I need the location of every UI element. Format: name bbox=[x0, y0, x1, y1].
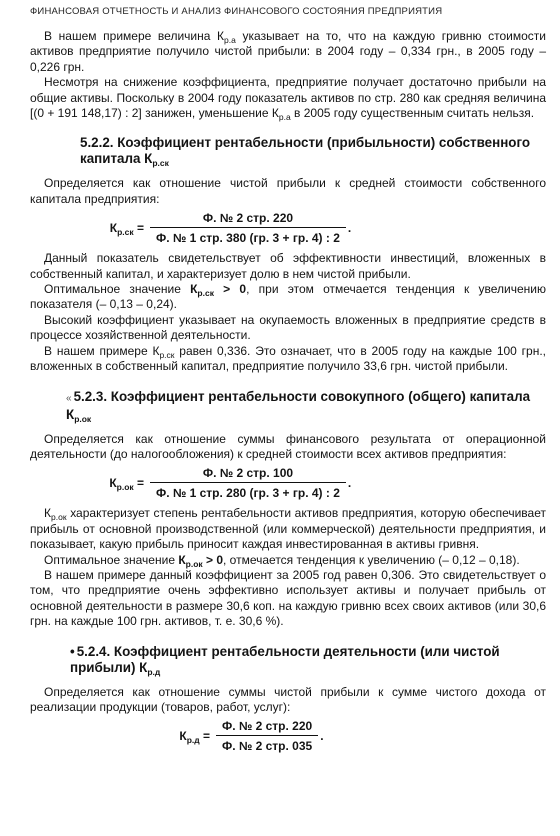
subscript: р.ок bbox=[74, 413, 92, 424]
heading-text: 5.2.2. Коэффициент рентабельности (прибыльности) собственного капитала К bbox=[80, 135, 531, 167]
subscript: р.а bbox=[224, 35, 236, 45]
text: , отмечается тенденция к увеличению (– 0,12 – 0,18). bbox=[223, 552, 520, 567]
numerator: Ф. № 2 стр. 220 bbox=[222, 719, 313, 734]
section-heading-5-2-4 bbox=[70, 644, 546, 676]
body-paragraph bbox=[30, 506, 546, 552]
subscript: р.ск bbox=[117, 227, 134, 238]
subscript: р.ок bbox=[116, 482, 134, 493]
formula-return-on-sales bbox=[100, 719, 546, 753]
subscript: р.ск bbox=[197, 288, 214, 299]
body-paragraph: Данный показатель свидетельствует об эффективности инвестиций, вложенных в собственный капитал, и характеризует долю в нем чистой прибыли. bbox=[30, 251, 546, 281]
bold-inequality: > 0 bbox=[202, 552, 224, 567]
text: В нашем примере величина К bbox=[44, 29, 225, 43]
subscript: р.д bbox=[147, 666, 161, 677]
formula-lhs bbox=[30, 221, 150, 238]
subscript: р.ок bbox=[185, 558, 203, 569]
formula-lhs bbox=[30, 476, 150, 493]
numerator: Ф. № 2 стр. 100 bbox=[202, 466, 294, 481]
body-paragraph-example bbox=[30, 344, 546, 375]
fraction bbox=[150, 211, 346, 245]
formula-return-on-equity bbox=[30, 211, 546, 245]
text: К bbox=[109, 476, 117, 491]
section-heading-5-2-3 bbox=[66, 389, 546, 423]
fraction bbox=[150, 466, 346, 500]
bold-inequality: > 0 bbox=[213, 282, 247, 297]
denominator: Ф. № 1 стр. 380 (гр. 3 + гр. 4) : 2 bbox=[156, 231, 340, 246]
bullet-mark-icon: • bbox=[70, 643, 75, 659]
definition-paragraph: Определяется как отношение суммы финансового результата от операционной деятельности (до налогообложения) к средней стоимости всех активов предприятия: bbox=[30, 431, 546, 461]
margin-mark-icon: « bbox=[66, 392, 72, 404]
text: характеризует степень рентабельности активов предприятия, которую обеспечивает прибыль от основной производственной (или коммерческой) деятельности предприятия, и показывает, какую прибыль приносит каждая инвестированная в активы гривня. bbox=[30, 506, 546, 552]
formula-lhs bbox=[100, 729, 216, 746]
denominator: Ф. № 2 стр. 035 bbox=[222, 739, 313, 754]
period: . bbox=[347, 476, 352, 491]
period: . bbox=[347, 221, 352, 236]
text: Несмотря на снижение коэффициента, предприятие получает достаточно прибыли на общие активы. Поскольку в 2004 году показатель активов по стр. 280 как средняя величина [(0 + 191 148,17) : 2] занижен, уменьшение К bbox=[30, 75, 546, 121]
period: . bbox=[320, 729, 324, 744]
numerator: Ф. № 2 стр. 220 bbox=[202, 211, 294, 226]
text: равен 0,336. Это означает, что в 2005 году на каждые 100 грн., вложенных в собственный капитал, предприятие получило 33,6 грн. чистой прибыли. bbox=[30, 343, 547, 374]
subscript: р.ск bbox=[152, 158, 169, 169]
running-header: ФИНАНСОВАЯ ОТЧЕТНОСТЬ И АНАЛИЗ ФИНАНСОВОГО СОСТОЯНИЯ ПРЕДПРИЯТИЯ bbox=[30, 6, 443, 17]
equals-sign: = bbox=[133, 221, 144, 236]
definition-paragraph: Определяется как отношение чистой прибыли к средней стоимости собственного капитала предприятия: bbox=[30, 176, 546, 206]
equals-sign: = bbox=[133, 476, 144, 491]
text: , при этом отмечается тенденция к увеличению показателя (– 0,13 – 0,24). bbox=[30, 282, 546, 312]
subscript: р.ск bbox=[159, 349, 175, 360]
text: К bbox=[179, 729, 187, 744]
equals-sign: = bbox=[199, 729, 210, 744]
bold-symbol: К bbox=[190, 282, 198, 297]
text: Оптимальное значение bbox=[44, 282, 191, 297]
text: в 2005 году существенным считать нельзя. bbox=[290, 106, 535, 121]
subscript: р.а bbox=[278, 112, 291, 123]
text: Оптимальное значение bbox=[44, 552, 179, 567]
definition-paragraph: Определяется как отношение суммы чистой прибыли к сумме чистого дохода от реализации продукции (товаров, работ, услуг): bbox=[30, 684, 546, 714]
fraction bbox=[216, 719, 318, 753]
text: указывает на то, что на каждую гривню стоимости активов предприятие получило чистой прибыли: в 2004 году – 0,334 грн., в 2005 году – 0,226 грн. bbox=[30, 29, 546, 74]
intro-paragraph-2 bbox=[30, 75, 546, 121]
text: В нашем примере К bbox=[44, 343, 160, 358]
text: К bbox=[109, 221, 118, 236]
section-heading-5-2-2 bbox=[80, 135, 546, 167]
subscript: р.д bbox=[186, 735, 200, 746]
heading-text: 5.2.3. Коэффициент рентабельности совокупного (общего) капитала К bbox=[66, 388, 531, 422]
intro-paragraph-1 bbox=[30, 29, 546, 75]
body-paragraph-example: В нашем примере данный коэффициент за 2005 год равен 0,306. Это свидетельствует о том, что предприятие очень эффективно использует активы и получает прибыль от основной деятельности в размере 30,6 коп. на каждую гривню всех своих активов (или 30,6 грн. на каждые 100 грн. активов, т. е. 30,6 %). bbox=[30, 567, 546, 629]
denominator: Ф. № 1 стр. 280 (гр. 3 + гр. 4) : 2 bbox=[156, 486, 340, 501]
text: К bbox=[44, 506, 51, 521]
formula-return-on-total-capital bbox=[30, 466, 546, 500]
body-paragraph: Высокий коэффициент указывает на окупаемость вложенных в предприятие средств в процессе хозяйственной деятельности. bbox=[30, 312, 546, 343]
subscript: р.ок bbox=[51, 512, 67, 523]
body-paragraph-optimal-value bbox=[30, 553, 546, 568]
body-paragraph-optimal-value bbox=[30, 282, 546, 313]
heading-text: 5.2.4. Коэффициент рентабельности деятельности (или чистой прибыли) К bbox=[70, 643, 500, 675]
bold-symbol: К bbox=[178, 552, 186, 567]
